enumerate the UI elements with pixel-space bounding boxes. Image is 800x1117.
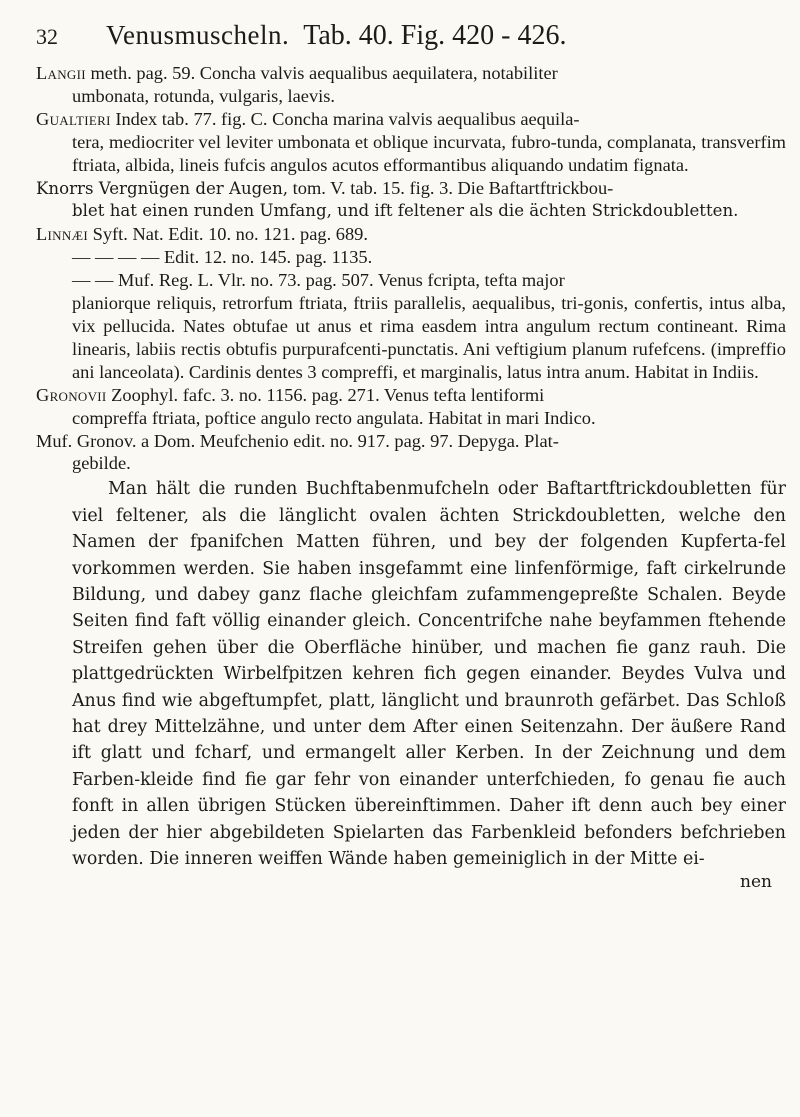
catchword: nen [740,872,772,893]
paragraph-body: für viel feltener, als die länglicht ovalen ächten Strickdoubletten, welche den Namen der fpanifchen Matten führen, und bey der folgenden Kupferta-fel vorkommen werden. Sie haben insgefammt eine linfenförmige, faft cirkelrunde Bildung, und dabey ganz flache gleichfam zufammengepreßte Schalen. Beyde Seiten find faft völlig einander gleich. Concentrifche nahe beyfammen ftehende Streifen gehen über die Oberfläche hinüber, und machen fie ganz rauh. Die plattgedrückten Wirbelfpitzen kehren fich gegen einander. Beydes Vulva und Anus find wie abgeftumpfet, platt, länglicht und braunroth gefärbet. Das Schloß hat drey Mittelzähne, und unter dem After einen Seitenzahn. Der äußere Rand ift glatt und fcharf, und ermangelt aller Kerben. In der Zeichnung und dem Farben-kleide find fie gar fehr von einander unterfchieden, fo genau fie auch fonft in allen übrigen Stücken übereinftimmen. Daher ift denn auch bey einer jeden der hier abgebildeten Spielarten das Farbenkleid befonders befchrieben worden. Die inneren weiffen Wände haben gemeiniglich in der Mitte ei- [72,479,786,869]
citation-text: tom. V. tab. 15. fig. 3. Die Baftartftrickbou- [288,177,614,198]
citation-museum: Muf. Gronov. a Dom. Meufchenio edit. no. 917. pag. 97. Depyga. Plat- [36,430,559,451]
citation-linnaei [36,223,786,383]
citation-author: Gronovii [36,384,107,405]
citation-museum: — — Muf. Reg. L. Vlr. no. 73. pag. 507. Venus fcripta, tefta major [72,270,565,291]
citation-continuation: blet hat einen runden Umfang, und ift feltener als die ächten Strickdoubletten. [72,201,739,221]
citation-continuation: gebilde. [72,453,131,474]
page-number: 32 [36,24,58,49]
citation-edition-12: — — — — Edit. 12. no. 145. pag. 1135. [72,247,373,268]
citation-continuation: compreffa ftriata, poftice angulo recto angulata. Habitat in mari Indico. [72,407,596,428]
page-header [36,20,786,56]
citation-langii [36,62,786,108]
citation-gualtieri [36,108,786,177]
citation-text: meth. pag. 59. Concha valvis aequalibus aequilatera, notabiliter [85,63,558,83]
citation-author: Langii [36,63,86,83]
citation-knorr [36,177,786,224]
citation-text: Index tab. 77. fig. C. Concha marina valvis aequalibus aequila- [110,108,580,129]
citation-continuation: umbonata, rotunda, vulgaris, laevis. [72,85,336,106]
paragraph-first-line: Man hält die runden Buchftabenmufcheln oder Baftartftrickdoubletten [108,479,752,500]
citation-author: Gualtieri [36,108,111,129]
citation-text: Syft. Nat. Edit. 10. no. 121. pag. 689. [88,224,368,245]
german-description [36,476,786,872]
plate-reference: Tab. 40. Fig. 420 - 426. [303,20,567,51]
citation-author: Linnæi [36,224,89,245]
citation-continuation: planiorque reliquis, retrorfum ftriata, ftriis parallelis, aequalibus, tri-gonis, confertis, intus alba, vix pellucida. Nates obtufae ut anus et rima easdem intra angulum rectum contineant. Rima linearis, labiis rectis obtufis purpurafcenti-punctatis. Ani veftigium planum rufefcens. (impreffio ani lanceolata). Cardinis dentes 3 compreffi, et marginalis, latus intra anum. Habitat in Indiis. [72,293,786,382]
citation-continuation: tera, mediocriter vel leviter umbonata et oblique incurvata, fubro-tunda, complanata, transverfim ftriata, albida, lineis fufcis angulos acutos efformantibus aliquando undatim fignata. [72,131,786,175]
running-title: Venusmuscheln. [106,20,290,50]
document-page [36,20,786,892]
citation-text: Zoophyl. fafc. 3. no. 1156. pag. 271. Venus tefta lentiformi [106,384,545,405]
citation-gronovii [36,384,786,476]
citation-author: Knorrs Vergnügen der Augen, [36,178,289,198]
